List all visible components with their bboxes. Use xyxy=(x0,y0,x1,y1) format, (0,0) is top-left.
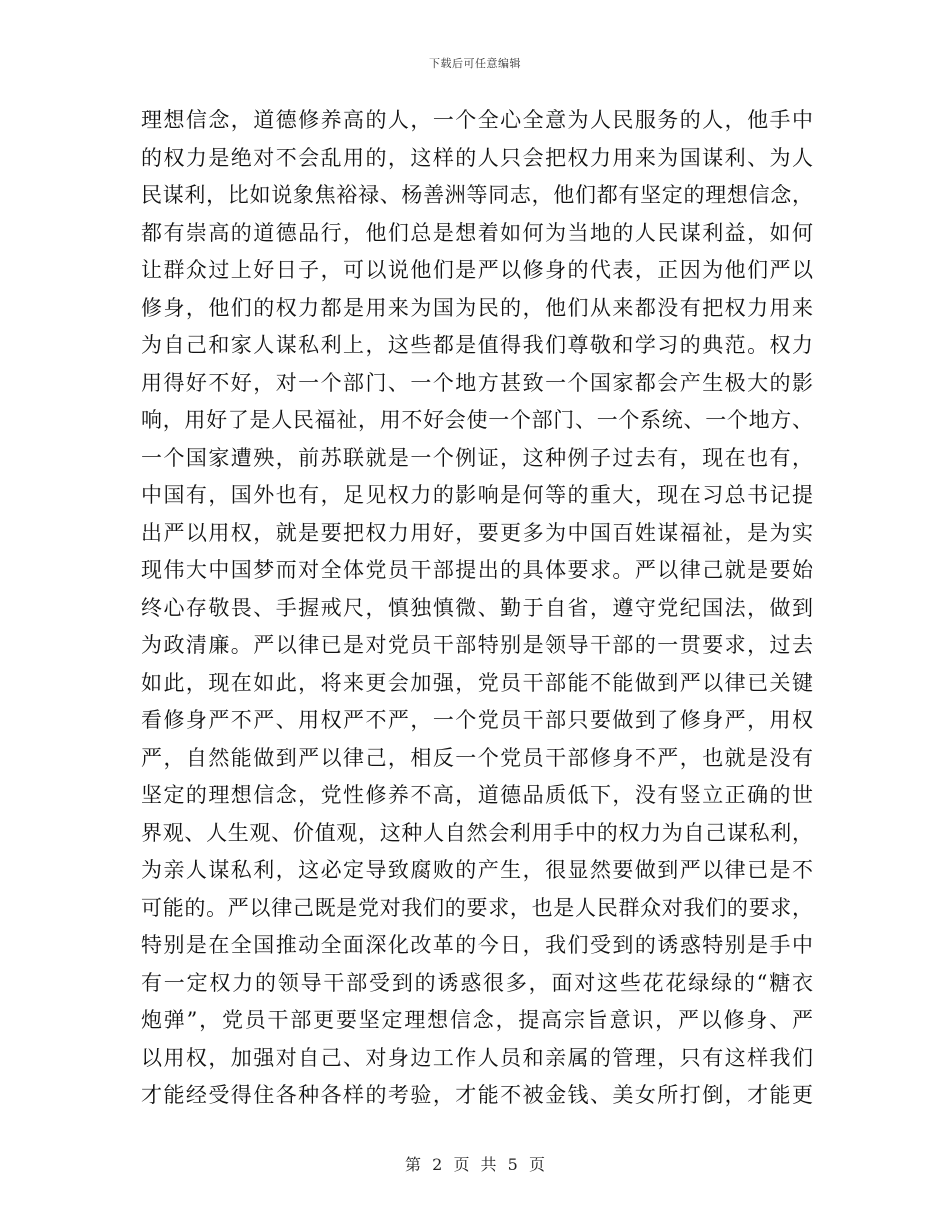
page-label-mid1: 页 xyxy=(453,1155,470,1174)
text-line: 才能经受得住各种各样的考验，才能不被金钱、美女所打倒，才能更 xyxy=(141,1083,813,1107)
text-line: 看修身严不严、用权严不严，一个党员干部只要做到了修身严，用权 xyxy=(141,708,813,732)
page-current-number: 2 xyxy=(432,1155,443,1174)
text-line: 为自己和家人谋私利上，这些都是值得我们尊敬和学习的典范。权力 xyxy=(141,333,813,357)
text-line: 为亲人谋私利，这必定导致腐败的产生，很显然要做到严以律已是不 xyxy=(141,858,813,882)
text-line: 严，自然能做到严以律己，相反一个党员干部修身不严，也就是没有 xyxy=(141,745,813,770)
text-line: 让群众过上好日子，可以说他们是严以修身的代表，正因为他们严以 xyxy=(141,258,813,282)
text-line: 可能的。严以律己既是党对我们的要求，也是人民群众对我们的要求， xyxy=(141,895,813,920)
text-line: 如此，现在如此，将来更会加强，党员干部能不能做到严以律已关键 xyxy=(141,670,813,695)
text-line: 以用权，加强对自己、对身边工作人员和亲属的管理，只有这样我们 xyxy=(141,1045,813,1070)
text-line: 为政清廉。严以律已是对党员干部特别是领导干部的一贯要求，过去 xyxy=(141,633,813,657)
page-number-footer xyxy=(0,1152,950,1175)
text-line: 现伟大中国梦而对全体党员干部提出的具体要求。严以律己就是要始 xyxy=(141,558,813,582)
text-line: 坚定的理想信念，党性修养不高，道德品质低下，没有竖立正确的世 xyxy=(141,783,813,807)
text-line: 一个国家遭殃，前苏联就是一个例证，这种例子过去有，现在也有， xyxy=(141,445,813,470)
page-label-suffix: 页 xyxy=(528,1155,545,1174)
text-line: 的权力是绝对不会乱用的，这样的人只会把权力用来为国谋利、为人 xyxy=(141,145,813,170)
text-line: 民谋利，比如说象焦裕禄、杨善洲等同志，他们都有坚定的理想信念， xyxy=(141,183,813,207)
text-line: 出严以用权，就是要把权力用好，要更多为中国百姓谋福祉，是为实 xyxy=(141,520,813,545)
text-line: 中国有，国外也有，足见权力的影响是何等的重大，现在习总书记提 xyxy=(141,483,813,507)
text-line: 特别是在全国推动全面深化改革的今日，我们受到的诱惑特别是手中 xyxy=(141,933,813,957)
text-line: 都有崇高的道德品行，他们总是想着如何为当地的人民谋利益，如何 xyxy=(141,220,813,245)
text-line: 终心存敬畏、手握戒尺，慎独慎微、勤于自省，遵守党纪国法，做到 xyxy=(141,595,813,620)
text-line: 炮弹”，党员干部更要坚定理想信念，提高宗旨意识，严以修身、严 xyxy=(141,1008,813,1032)
page-header-note: 下载后可任意编辑 xyxy=(429,57,521,70)
page-label-mid2: 共 xyxy=(480,1155,497,1174)
document-body xyxy=(141,102,813,1115)
page-label-prefix: 第 xyxy=(405,1155,422,1174)
text-line: 响，用好了是人民福祉，用不好会使一个部门、一个系统、一个地方、 xyxy=(141,408,813,432)
text-line: 修身，他们的权力都是用来为国为民的，他们从来都没有把权力用来 xyxy=(141,295,813,320)
page-total-number: 5 xyxy=(507,1155,518,1174)
text-line: 理想信念，道德修养高的人，一个全心全意为人民服务的人，他手中 xyxy=(141,108,813,132)
text-line: 有一定权力的领导干部受到的诱惑很多，面对这些花花绿绿的“糖衣 xyxy=(141,970,813,995)
text-line: 用得好不好，对一个部门、一个地方甚致一个国家都会产生极大的影 xyxy=(141,370,813,395)
text-line: 界观、人生观、价值观，这种人自然会利用手中的权力为自己谋私利， xyxy=(141,820,813,845)
